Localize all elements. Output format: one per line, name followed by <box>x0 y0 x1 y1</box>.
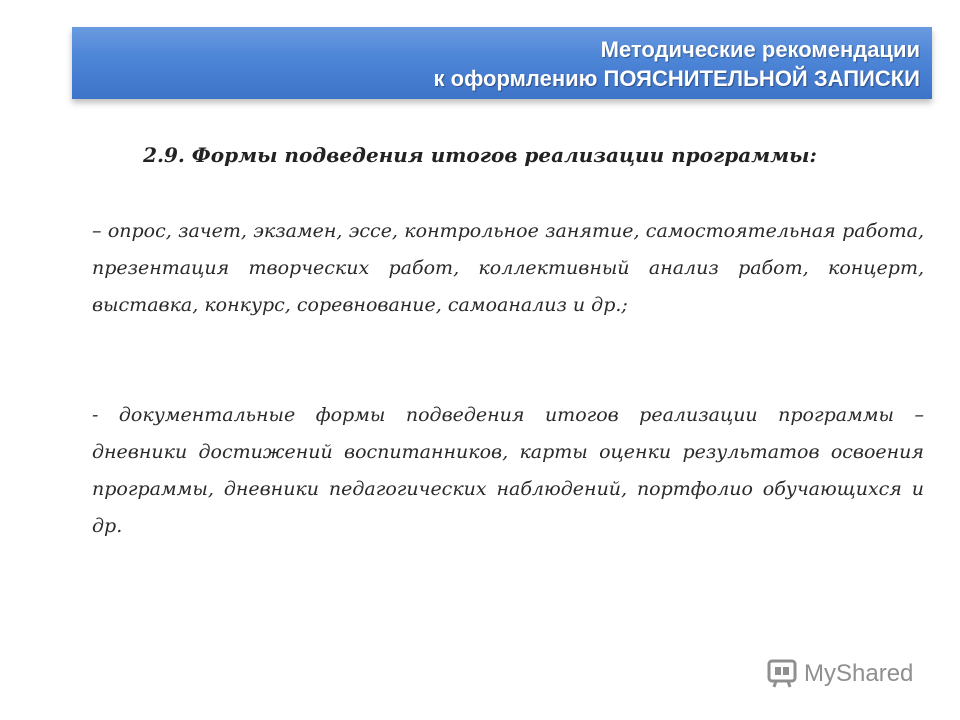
watermark-text: MyShared <box>804 660 914 687</box>
title-line-2: к оформлению ПОЯСНИТЕЛЬНОЙ ЗАПИСКИ <box>433 66 920 91</box>
paragraph-documentary-forms: - документальные формы подведения итогов реализации программы – дневники достижений воспитанников, карты оценки результатов освоения программы, дневники педагогических наблюдений, портфолио обучающихся и др. <box>92 404 924 537</box>
mysahred-logo-icon <box>766 658 798 690</box>
section-heading: 2.9. Формы подведения итогов реализации программы: <box>143 143 817 167</box>
title-line-1: Методические рекомендации <box>600 37 920 62</box>
paragraph-assessment-forms: – опрос, зачет, экзамен, эссе, контрольное занятие, самостоятельная работа, презентация творческих работ, коллективный анализ работ, концерт, выставка, конкурс, соревнование, самоанализ и др.; <box>92 220 924 316</box>
title-banner <box>72 27 932 99</box>
watermark <box>766 657 913 691</box>
